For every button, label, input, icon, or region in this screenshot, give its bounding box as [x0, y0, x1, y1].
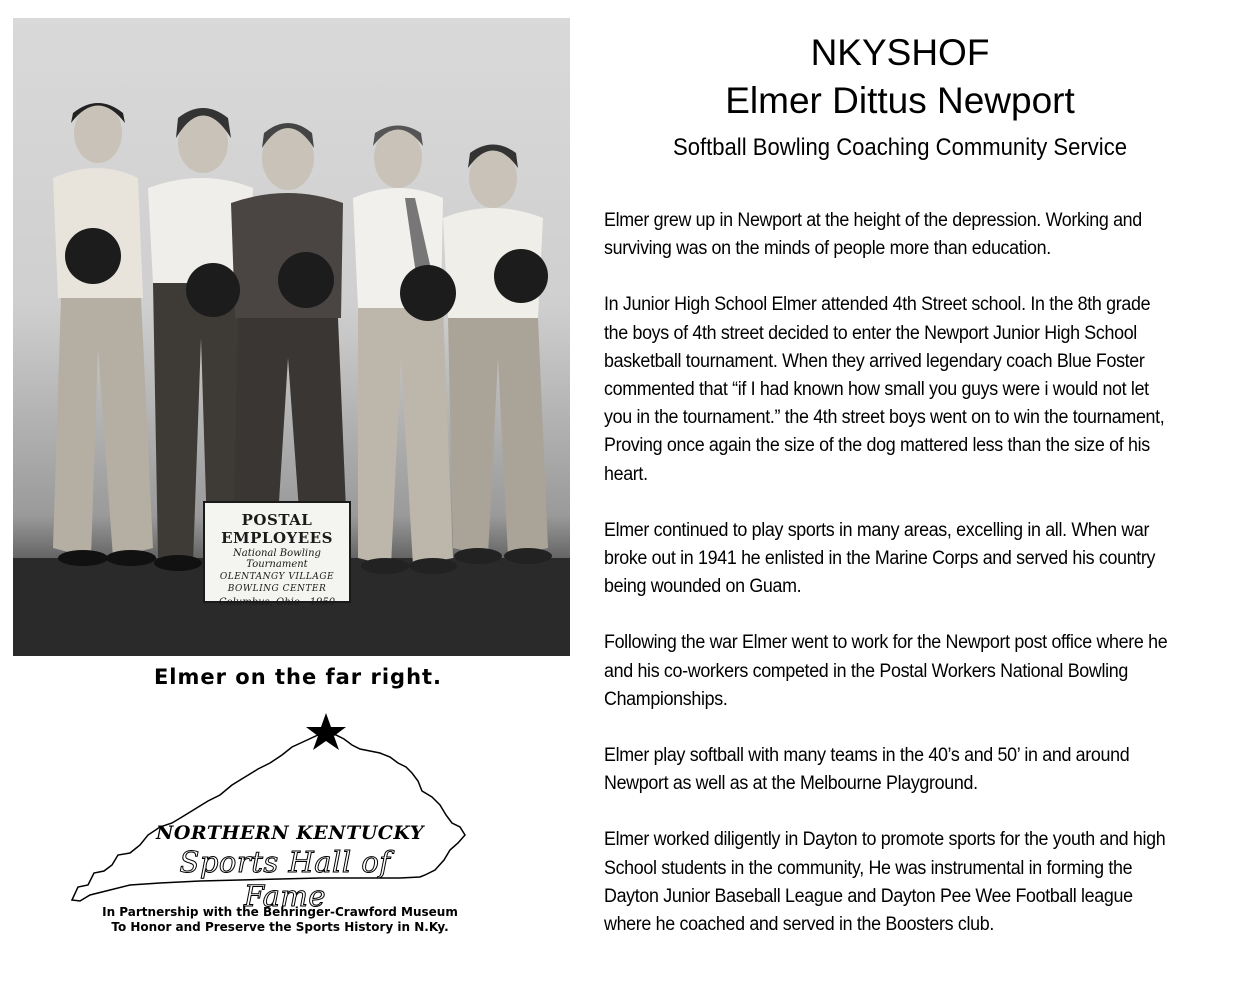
bio-paragraph-5: Elmer play softball with many teams in the 40’s and 50’ in and around Newport as well as at the Melbourne Playground. — [604, 745, 1130, 795]
logo-partnership: In Partnership with the Behringer-Crawford Museum — [102, 905, 458, 919]
postal-employees-sign — [203, 501, 351, 608]
bowling-ball-4 — [400, 265, 456, 321]
photo-caption: Elmer on the far right. — [153, 665, 443, 689]
logo-title: NORTHERN KENTUCKY — [156, 822, 424, 844]
bowler-4 — [353, 126, 457, 575]
bio-paragraph-6: Elmer worked diligently in Dayton to promote sports for the youth and high School students in the community, He was instrumental in forming the Dayton Junior Baseball League and Dayton Pee Wee Football league where he coached and served in the Boosters club. — [604, 829, 1166, 936]
bio-paragraph-4: Following the war Elmer went to work for the Newport post office where he and his co-workers competed in the Postal Workers National Bowling Championships. — [604, 632, 1168, 710]
sports-subtitle: Softball Bowling Coaching Community Service — [672, 134, 1128, 161]
bowler-1 — [53, 103, 156, 566]
sign-heading: POSTAL EMPLOYEES — [221, 511, 333, 547]
inductee-name: Elmer Dittus Newport — [725, 80, 1075, 121]
sign-tournament: National Bowling Tournament — [233, 548, 321, 570]
bowling-ball-1 — [65, 228, 121, 284]
sign-venue-1: OLENTANGY VILLAGE — [219, 572, 335, 582]
logo-script: Sports Hall of Fame — [179, 845, 391, 913]
sign-venue-2: BOWLING CENTER — [227, 584, 327, 594]
logo-mission: To Honor and Preserve the Sports History in N.Ky. — [111, 920, 449, 934]
bowling-ball-2 — [186, 263, 240, 317]
team-photo — [13, 18, 570, 656]
bowling-ball-5 — [494, 249, 548, 303]
bowler-5 — [443, 145, 552, 565]
bio-paragraph-3: Elmer continued to play sports in many areas, excelling in all. When war broke out in 1941 he enlisted in the Marine Corps and served his country being wounded on Guam. — [604, 519, 1156, 598]
page-title: NKYSHOF — [810, 32, 990, 73]
biography — [604, 207, 1168, 967]
bio-paragraph-1: Elmer grew up in Newport at the height of the depression. Working and surviving was on the minds of people more than education. — [604, 210, 1142, 260]
nky-hall-of-fame-logo — [60, 705, 480, 945]
star-icon — [306, 713, 346, 750]
bio-paragraph-2: In Junior High School Elmer attended 4th Street school. In the 8th grade the boys of 4th street decided to enter the Newport Junior High School basketball tournament. When they arrived legendary coach Blue Foster commented that “if I had known how small you guys were i would not let you in the tournament.” the 4th street boys went on to win the tournament, Proving once again the size of the dog mattered less than the size of his heart. — [604, 294, 1165, 485]
sign-location-date: Columbus, Ohio - 1950 — [218, 597, 336, 608]
bowling-ball-3 — [278, 252, 334, 308]
